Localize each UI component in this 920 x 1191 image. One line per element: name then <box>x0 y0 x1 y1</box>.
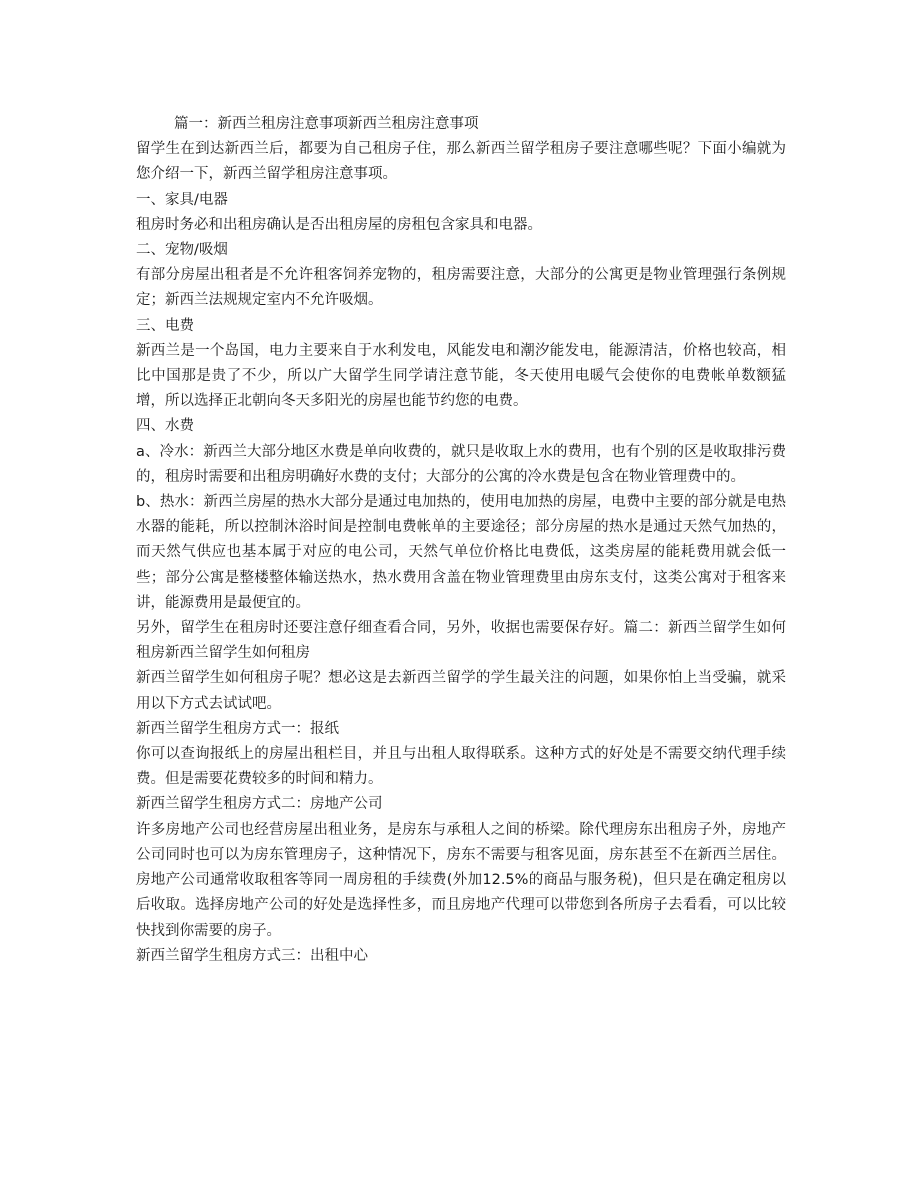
heading-water: 四、水费 <box>136 418 194 435</box>
paragraph-intro: 留学生在到达新西兰后，都要为自己租房子住，那么新西兰留学租房子要注意哪些呢？下面小编就为您介绍一下，新西兰留学租房注意事项。 <box>136 141 786 183</box>
heading-pets-smoking: 二、宠物/吸烟 <box>136 242 228 259</box>
paragraph-electricity: 新西兰是一个岛国，电力主要来自于水利发电，风能发电和潮汐能发电，能源清洁，价格也较高，相比中国那是贵了不少，所以广大留学生同学请注意节能，冬天使用电暖气会使你的电费帐单数额猛增，所以选择正北朝向冬天多阳光的房屋也能节约您的电费。 <box>136 342 786 410</box>
paragraph-hot-water: b、热水：新西兰房屋的热水大部分是通过电加热的，使用电加热的房屋，电费中主要的部分就是电热水器的能耗，所以控制沐浴时间是控制电费帐单的主要途径；部分房屋的热水是通过天然气加热的，而天然气供应也基本属于对应的电公司，天然气单位价格比电费低，这类房屋的能耗费用就会低一些；部分公寓是整楼整体输送热水，热水费用含盖在物业管理费里由房东支付，这类公寓对于租客来讲，能源费用是最便宜的。 <box>136 494 786 611</box>
paragraph-real-estate: 许多房地产公司也经营房屋出租业务，是房东与承租人之间的桥梁。除代理房东出租房子外，房地产公司同时也可以为房东管理房子，这种情况下，房东不需要与租客见面，房东甚至不在新西兰居住。房地产公司通常收取租客等同一周房租的手续费(外加12.5%的商品与服务税)，但只是在确定租房以后收取。选择房地产公司的好处是选择性多，而且房地产代理可以带您到各所房子去看看，可以比较快找到你需要的房子。 <box>136 821 786 939</box>
paragraph-pets: 有部分房屋出租者是不允许租客饲养宠物的，租房需要注意，大部分的公寓更是物业管理强行条例规定；新西兰法规规定室内不允许吸烟。 <box>136 267 786 309</box>
paragraph-how-to-rent: 新西兰留学生如何租房子呢？想必这是去新西兰留学的学生最关注的问题，如果你怕上当受骗，就采用以下方式去试试吧。 <box>136 670 786 712</box>
document-title: 篇一：新西兰租房注意事项新西兰租房注意事项 <box>174 116 479 132</box>
document-body <box>136 112 786 969</box>
paragraph-contract-note: 另外，留学生在租房时还要注意仔细查看合同，另外，收据也需要保存好。篇二：新西兰留学生如何租房新西兰留学生如何租房 <box>136 620 786 662</box>
heading-method-rental-center: 新西兰留学生租房方式三：出租中心 <box>136 947 368 964</box>
paragraph-cold-water: a、冷水：新西兰大部分地区水费是单向收费的，就只是收取上水的费用，也有个别的区是收取排污费的，租房时需要和出租房明确好水费的支付；大部分的公寓的冷水费是包含在物业管理费中的。 <box>136 443 786 485</box>
heading-method-newspaper: 新西兰留学生租房方式一：报纸 <box>136 720 339 737</box>
paragraph-furniture: 租房时务必和出租房确认是否出租房屋的房租包含家具和电器。 <box>136 216 542 233</box>
paragraph-newspaper: 你可以查询报纸上的房屋出租栏目，并且与出租人取得联系。这种方式的好处是不需要交纳代理手续费。但是需要花费较多的时间和精力。 <box>136 746 786 788</box>
heading-furniture-appliances: 一、家具/电器 <box>136 191 228 208</box>
heading-electricity: 三、电费 <box>136 317 194 334</box>
heading-method-real-estate: 新西兰留学生租房方式二：房地产公司 <box>136 796 383 813</box>
